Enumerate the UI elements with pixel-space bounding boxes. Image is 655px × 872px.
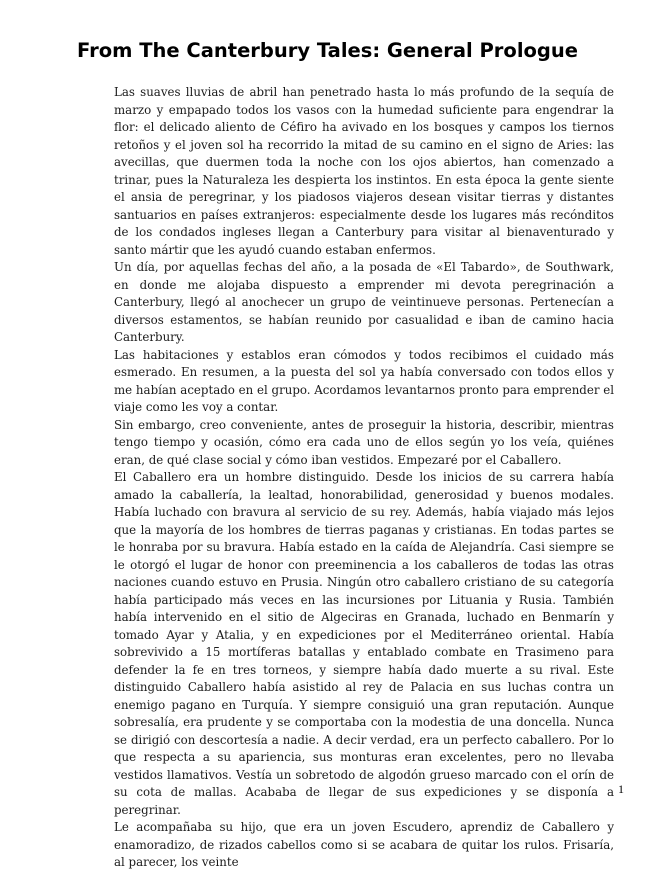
paragraph-2: Un día, por aquellas fechas del año, a la posada de «El Tabardo», de Southwark, en donde me alojaba dispuesto a emprender mi devota peregrinación a Canterbury, llegó al anochecer un grupo de veintinueve personas. Pertenecían a diversos estamentos, se habían reunido por casualidad e iban de camino hacia Canterbury. bbox=[114, 260, 614, 344]
paragraph-1: Las suaves lluvias de abril han penetrado hasta lo más profundo de la sequía de marzo y empapado todos los vasos con la humedad suficiente para engendrar la flor: el delicado aliento de Céfiro ha avivado en los bosques y campos los tiernos retoños y el joven sol ha recorrido la mitad de su camino en el signo de Aries: las avecillas, que duermen toda la noche con los ojos abiertos, han comenzado a trinar, pues la Naturaleza les despierta los instintos. En esta época la gente siente el ansia de peregrinar, y los piadosos viajeros desean visitar tierras y distantes santuarios en países extranjeros: especialmente desde los lugares más recónditos de los condados ingleses llegan a Canterbury para visitar al bienaventurado y santo mártir que les ayudó cuando estaban enfermos. bbox=[114, 85, 614, 257]
paragraph-4: Sin embargo, creo conveniente, antes de proseguir la historia, describir, mientras tengo tiempo y ocasión, cómo era cada uno de ellos según yo los veía, quiénes eran, de qué clase social y cómo iban vestidos. Empezaré por el Caballero. bbox=[114, 417, 614, 467]
paragraph-3: Las habitaciones y establos eran cómodos y todos recibimos el cuidado más esmerado. En resumen, a la puesta del sol ya había conversado con todos ellos y me habían aceptado en el grupo. Acordamos levantarnos pronto para emprender el viaje como les voy a contar. bbox=[114, 347, 614, 414]
page-number: 1 bbox=[618, 782, 624, 796]
document-title: From The Canterbury Tales: General Prologue bbox=[77, 39, 578, 62]
paragraph-6: Le acompañaba su hijo, que era un joven Escudero, aprendiz de Caballero y enamoradizo, de rizados cabellos como si se acabara de quitar los rulos. Frisaría, al parecer, los veinte bbox=[114, 820, 614, 869]
document-body bbox=[114, 84, 614, 872]
paragraph-5: El Caballero era un hombre distinguido. Desde los inicios de su carrera había amado la caballería, la lealtad, honorabilidad, generosidad y buenos modales. Había luchado con bravura al servicio de su rey. Además, había viajado más lejos que la mayoría de los hombres de tierras paganas y cristianas. En todas partes se le honraba por su bravura. Había estado en la caída de Alejandría. Casi siempre se le otorgó el lugar de honor con preeminencia a los caballeros de todas las otras naciones cuando estuvo en Prusia. Ningún otro caballero cristiano de su categoría había participado más veces en las incursiones por Lituania y Rusia. También había intervenido en el sitio de Algeciras en Granada, luchado en Benmarín y tomado Ayar y Atalia, y en expediciones por el Mediterráneo oriental. Había sobrevivido a 15 mortíferas batallas y entablado combate en Trasimeno para defender la fe en tres torneos, y siempre había dado muerte a su rival. Este distinguido Caballero había asistido al rey de Palacia en sus luchas contra un enemigo pagano en Turquía. Y siempre consiguió una gran reputación. Aunque sobresalía, era prudente y se comportaba con la modestia de una doncella. Nunca se dirigió con descortesía a nadie. A decir verdad, era un perfecto caballero. Por lo que respecta a su apariencia, sus monturas eran excelentes, pero no llevaba vestidos llamativos. Vestía un sobretodo de algodón grueso marcado con el orín de su cota de mallas. Acababa de llegar de sus expediciones y se disponía a peregrinar. bbox=[114, 470, 614, 817]
